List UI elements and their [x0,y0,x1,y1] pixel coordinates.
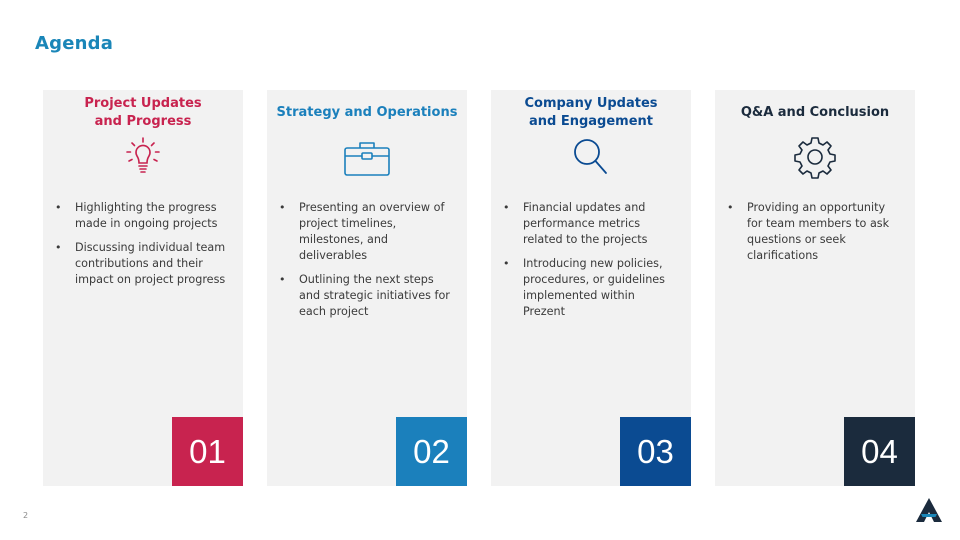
page-number: 2 [23,511,29,520]
agenda-number-badge: 02 [396,417,467,486]
bullet-list [727,200,901,272]
page-title: Agenda [35,33,114,54]
bullet-list [503,200,677,328]
list-item: • Introducing new policies, procedures, or guidelines implemented within Prezent [503,257,666,318]
agenda-number-badge: 04 [844,417,915,486]
card-title: Q&A and Conclusion [740,105,890,120]
agenda-number-badge: 03 [620,417,691,486]
card-title: Strategy and Operations [276,105,458,120]
list-item: • Outlining the next steps and strategic initiatives for each project [279,273,450,318]
bullet-list [55,200,229,296]
lightbulb-icon [118,136,168,180]
gear-icon [790,136,840,180]
list-item: • Providing an opportunity for team members to ask questions or seek clarifications [727,201,890,262]
triangle-a-logo-icon [915,497,943,523]
agenda-card-project-updates [43,90,243,486]
agenda-card-strategy [267,90,467,486]
card-title: Project Updates and Progress [84,96,202,129]
agenda-card-qa [715,90,915,486]
list-item: • Discussing individual team contributions and their impact on project progress [55,241,226,286]
bullet-list [279,200,453,328]
list-item: • Highlighting the progress made in ongoing projects [55,201,218,230]
magnifier-icon [566,136,616,180]
agenda-number-badge: 01 [172,417,243,486]
card-title: Company Updates and Engagement [524,96,658,129]
agenda-card-company-updates [491,90,691,486]
list-item: • Presenting an overview of project timelines, milestones, and deliverables [279,201,445,262]
list-item: • Financial updates and performance metrics related to the projects [503,201,648,246]
briefcase-icon [342,136,392,180]
